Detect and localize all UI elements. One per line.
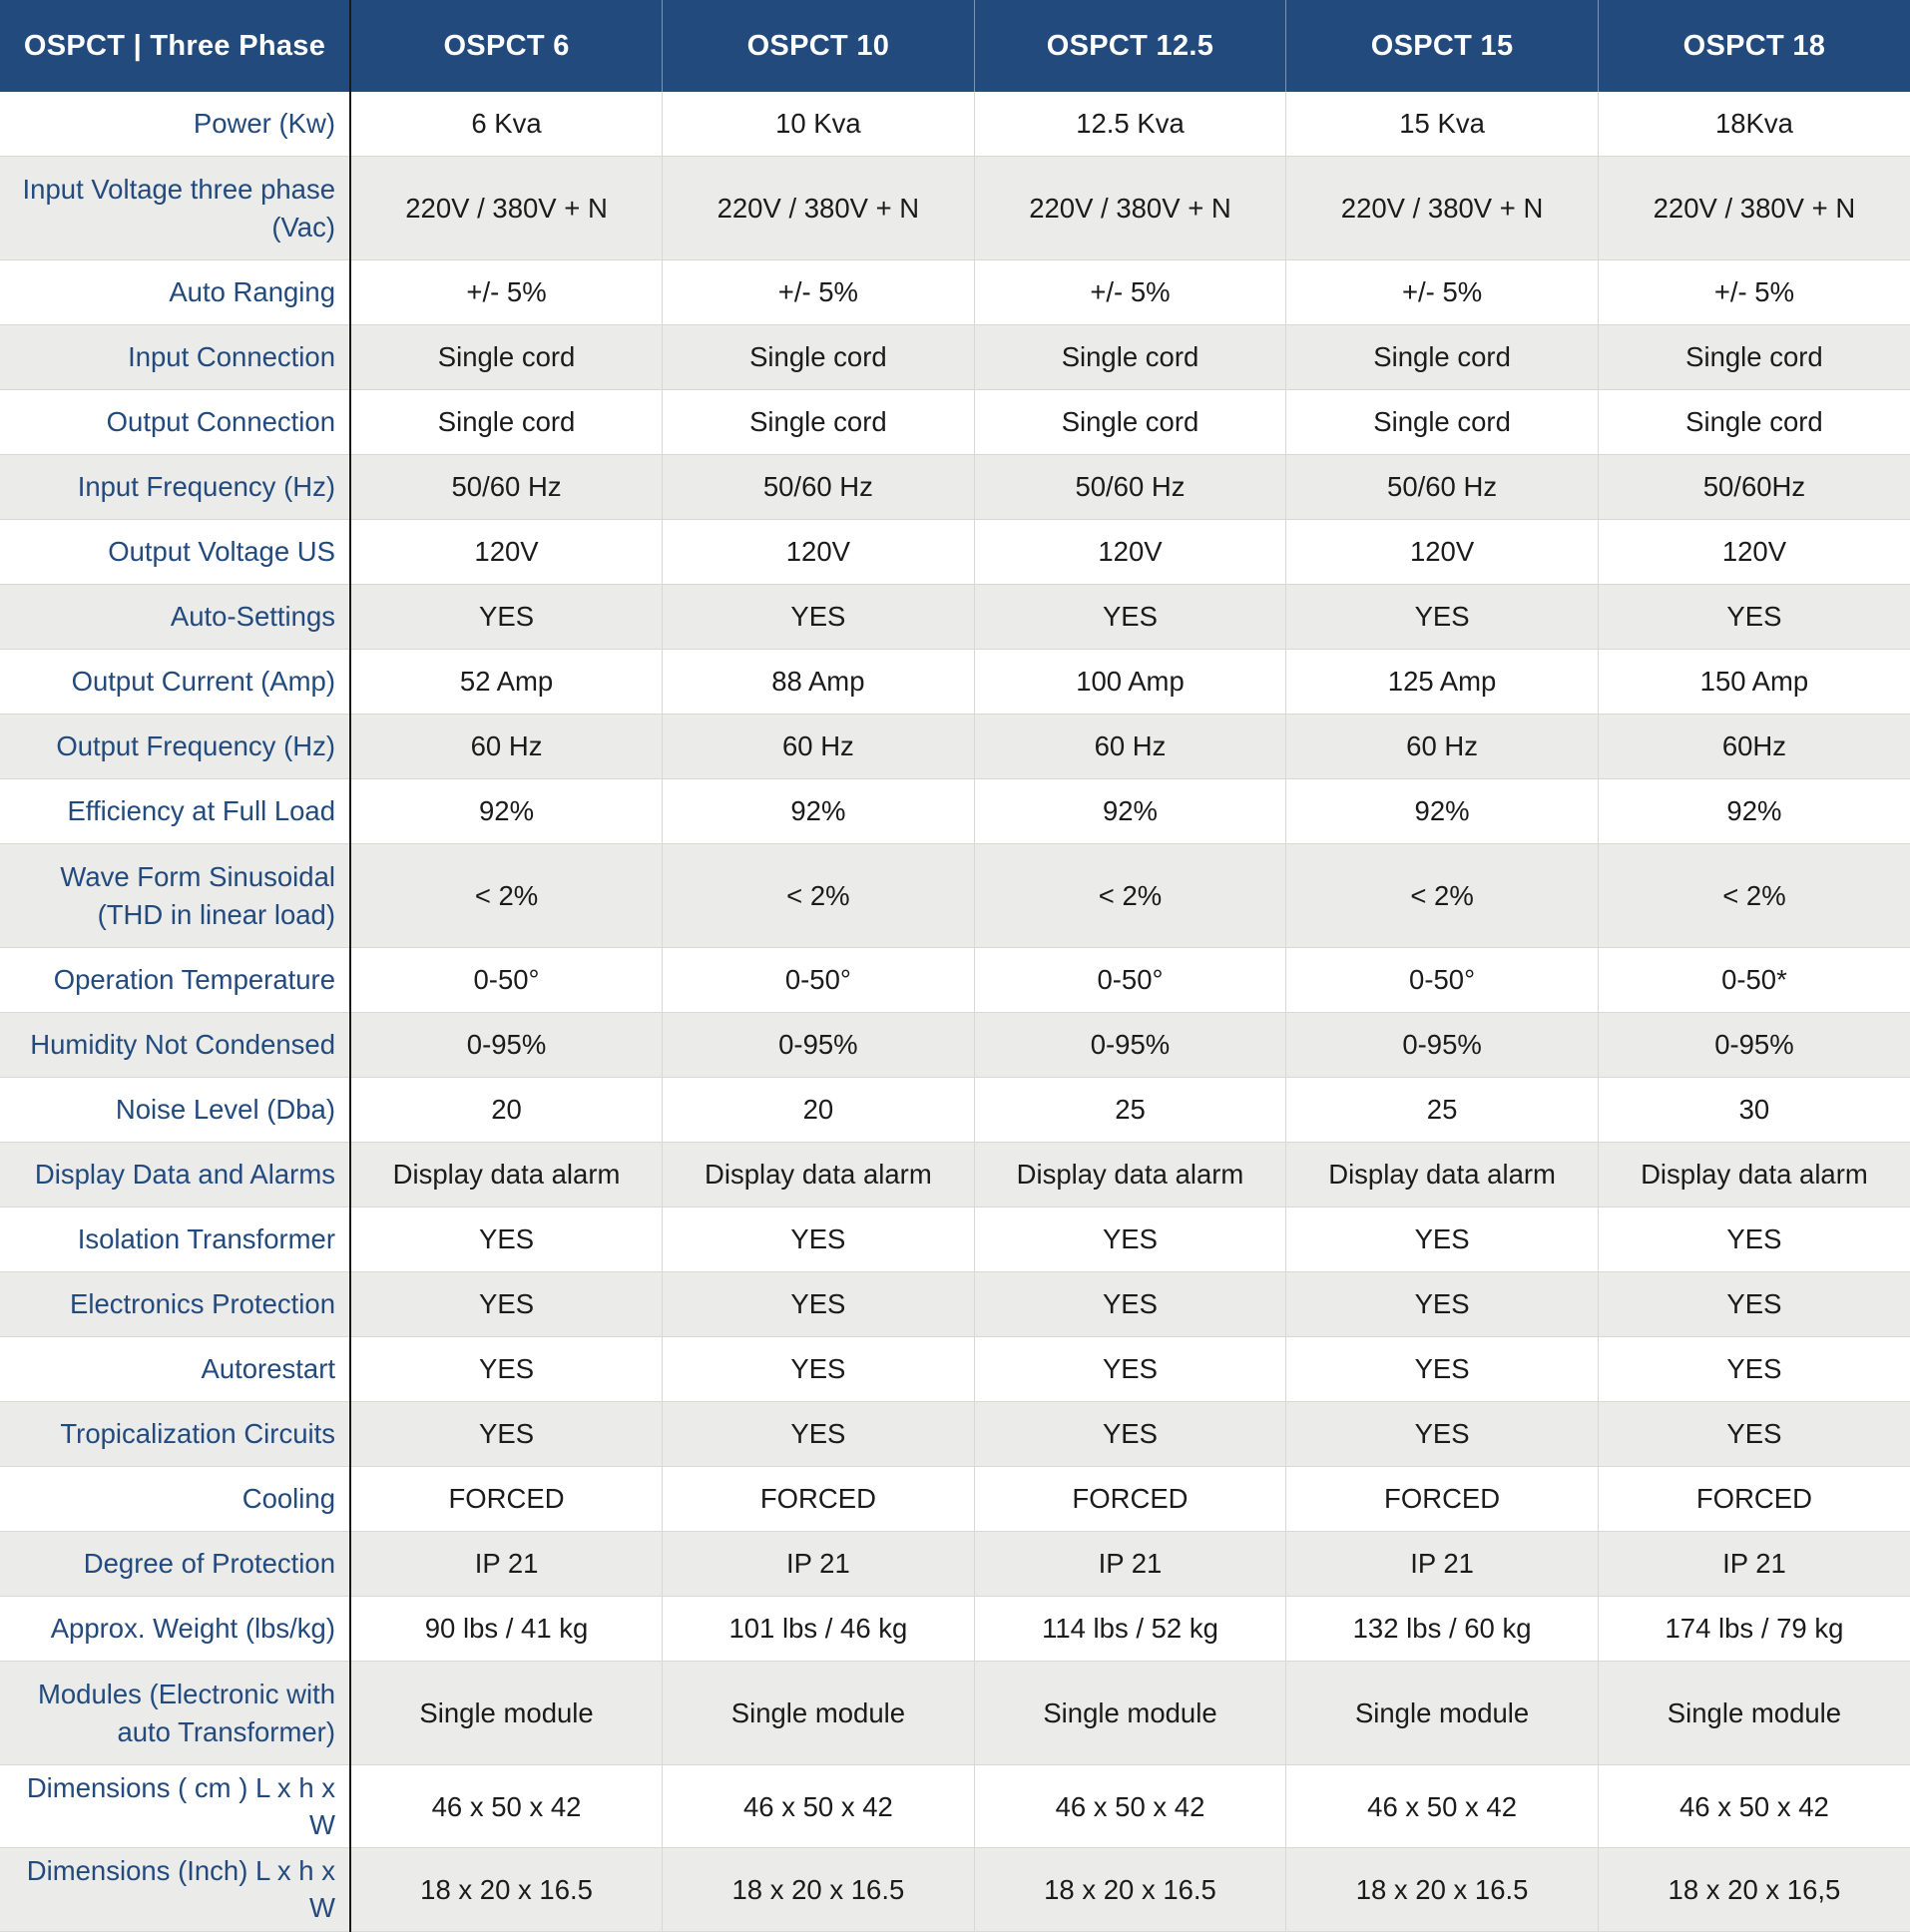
table-cell: < 2% bbox=[974, 844, 1286, 948]
table-cell: 92% bbox=[663, 779, 975, 844]
table-cell: < 2% bbox=[1598, 844, 1910, 948]
table-cell: 0-95% bbox=[1286, 1013, 1599, 1078]
table-cell: Single cord bbox=[1598, 325, 1910, 390]
table-cell: 46 x 50 x 42 bbox=[350, 1765, 663, 1848]
table-cell: 0-95% bbox=[350, 1013, 663, 1078]
table-cell: 6 Kva bbox=[350, 92, 663, 157]
table-cell: YES bbox=[974, 585, 1286, 650]
table-cell: 0-50° bbox=[663, 948, 975, 1013]
table-cell: 50/60 Hz bbox=[974, 455, 1286, 520]
table-cell: 18 x 20 x 16.5 bbox=[663, 1848, 975, 1931]
row-label: Auto Ranging bbox=[0, 260, 350, 325]
table-cell: 92% bbox=[1598, 779, 1910, 844]
row-label: Autorestart bbox=[0, 1337, 350, 1402]
row-label: Auto-Settings bbox=[0, 585, 350, 650]
table-cell: +/- 5% bbox=[663, 260, 975, 325]
row-label: Dimensions ( cm ) L x h x W bbox=[0, 1765, 350, 1848]
table-cell: 120V bbox=[1598, 520, 1910, 585]
table-cell: 15 Kva bbox=[1286, 92, 1599, 157]
row-label: Humidity Not Condensed bbox=[0, 1013, 350, 1078]
row-label: Operation Temperature bbox=[0, 948, 350, 1013]
table-cell: IP 21 bbox=[974, 1532, 1286, 1597]
table-cell: 0-95% bbox=[663, 1013, 975, 1078]
table-cell: 0-50* bbox=[1598, 948, 1910, 1013]
table-row bbox=[0, 1143, 1910, 1208]
table-cell: 120V bbox=[663, 520, 975, 585]
table-row bbox=[0, 1208, 1910, 1272]
table-cell: 0-95% bbox=[1598, 1013, 1910, 1078]
row-label: Tropicalization Circuits bbox=[0, 1402, 350, 1467]
table-row bbox=[0, 1467, 1910, 1532]
model-header: OSPCT 12.5 bbox=[974, 0, 1286, 92]
table-cell: Single cord bbox=[663, 390, 975, 455]
table-cell: YES bbox=[350, 585, 663, 650]
table-cell: +/- 5% bbox=[350, 260, 663, 325]
table-cell: YES bbox=[1286, 585, 1599, 650]
row-label: Efficiency at Full Load bbox=[0, 779, 350, 844]
table-cell: YES bbox=[1286, 1208, 1599, 1272]
table-cell: 25 bbox=[1286, 1078, 1599, 1143]
table-cell: Single cord bbox=[974, 390, 1286, 455]
table-cell: Display data alarm bbox=[1598, 1143, 1910, 1208]
row-label: Output Connection bbox=[0, 390, 350, 455]
model-header: OSPCT 10 bbox=[663, 0, 975, 92]
table-cell: YES bbox=[350, 1402, 663, 1467]
table-cell: 18 x 20 x 16.5 bbox=[350, 1848, 663, 1931]
table-cell: YES bbox=[663, 1272, 975, 1337]
table-cell: 120V bbox=[974, 520, 1286, 585]
model-header: OSPCT 15 bbox=[1286, 0, 1599, 92]
table-cell: 220V / 380V + N bbox=[974, 157, 1286, 260]
table-cell: FORCED bbox=[350, 1467, 663, 1532]
row-label: Wave Form Sinusoidal (THD in linear load) bbox=[0, 844, 350, 948]
table-cell: IP 21 bbox=[350, 1532, 663, 1597]
table-cell: YES bbox=[974, 1272, 1286, 1337]
table-cell: IP 21 bbox=[663, 1532, 975, 1597]
row-label: Noise Level (Dba) bbox=[0, 1078, 350, 1143]
table-row bbox=[0, 1337, 1910, 1402]
row-label: Electronics Protection bbox=[0, 1272, 350, 1337]
table-cell: YES bbox=[1286, 1272, 1599, 1337]
table-cell: YES bbox=[663, 1208, 975, 1272]
row-label: Dimensions (Inch) L x h x W bbox=[0, 1848, 350, 1931]
table-cell: 50/60 Hz bbox=[1286, 455, 1599, 520]
table-cell: 0-50° bbox=[1286, 948, 1599, 1013]
header-row bbox=[0, 0, 1910, 92]
table-cell: 50/60Hz bbox=[1598, 455, 1910, 520]
table-row bbox=[0, 844, 1910, 948]
table-cell: Single cord bbox=[663, 325, 975, 390]
table-cell: Single cord bbox=[1286, 390, 1599, 455]
table-cell: YES bbox=[1286, 1337, 1599, 1402]
table-cell: 0-50° bbox=[974, 948, 1286, 1013]
table-cell: 18 x 20 x 16.5 bbox=[1286, 1848, 1599, 1931]
row-label: Input Connection bbox=[0, 325, 350, 390]
table-cell: YES bbox=[663, 1402, 975, 1467]
table-title: OSPCT | Three Phase bbox=[0, 0, 350, 92]
table-cell: 114 lbs / 52 kg bbox=[974, 1597, 1286, 1662]
table-cell: YES bbox=[1598, 1337, 1910, 1402]
table-cell: Single cord bbox=[1286, 325, 1599, 390]
table-row bbox=[0, 390, 1910, 455]
table-cell: 50/60 Hz bbox=[350, 455, 663, 520]
table-cell: 46 x 50 x 42 bbox=[1598, 1765, 1910, 1848]
table-cell: FORCED bbox=[663, 1467, 975, 1532]
table-cell: Single cord bbox=[1598, 390, 1910, 455]
table-row bbox=[0, 1662, 1910, 1765]
table-cell: YES bbox=[1598, 1208, 1910, 1272]
table-row bbox=[0, 779, 1910, 844]
table-cell: YES bbox=[1598, 1402, 1910, 1467]
table-cell: Single cord bbox=[974, 325, 1286, 390]
table-row bbox=[0, 715, 1910, 779]
table-cell: Single cord bbox=[350, 325, 663, 390]
table-cell: YES bbox=[663, 1337, 975, 1402]
table-cell: YES bbox=[663, 585, 975, 650]
table-row bbox=[0, 1272, 1910, 1337]
table-cell: YES bbox=[974, 1208, 1286, 1272]
table-cell: YES bbox=[350, 1208, 663, 1272]
table-cell: 18Kva bbox=[1598, 92, 1910, 157]
row-label: Output Voltage US bbox=[0, 520, 350, 585]
table-cell: 92% bbox=[1286, 779, 1599, 844]
row-label: Isolation Transformer bbox=[0, 1208, 350, 1272]
table-cell: +/- 5% bbox=[974, 260, 1286, 325]
table-cell: 100 Amp bbox=[974, 650, 1286, 715]
table-cell: Display data alarm bbox=[974, 1143, 1286, 1208]
table-cell: 18 x 20 x 16,5 bbox=[1598, 1848, 1910, 1931]
table-cell: Single cord bbox=[350, 390, 663, 455]
row-label: Input Voltage three phase (Vac) bbox=[0, 157, 350, 260]
table-row bbox=[0, 1532, 1910, 1597]
table-row bbox=[0, 585, 1910, 650]
table-cell: 174 lbs / 79 kg bbox=[1598, 1597, 1910, 1662]
table-cell: 0-50° bbox=[350, 948, 663, 1013]
table-cell: +/- 5% bbox=[1598, 260, 1910, 325]
table-cell: 10 Kva bbox=[663, 92, 975, 157]
table-cell: 60 Hz bbox=[663, 715, 975, 779]
table-cell: 88 Amp bbox=[663, 650, 975, 715]
table-cell: IP 21 bbox=[1598, 1532, 1910, 1597]
table-cell: +/- 5% bbox=[1286, 260, 1599, 325]
table-cell: Display data alarm bbox=[350, 1143, 663, 1208]
table-cell: 60 Hz bbox=[1286, 715, 1599, 779]
table-cell: 92% bbox=[350, 779, 663, 844]
table-body bbox=[0, 92, 1910, 1931]
table-cell: 52 Amp bbox=[350, 650, 663, 715]
row-label: Cooling bbox=[0, 1467, 350, 1532]
table-cell: 46 x 50 x 42 bbox=[1286, 1765, 1599, 1848]
table-cell: 120V bbox=[1286, 520, 1599, 585]
table-cell: IP 21 bbox=[1286, 1532, 1599, 1597]
table-cell: Display data alarm bbox=[1286, 1143, 1599, 1208]
row-label: Degree of Protection bbox=[0, 1532, 350, 1597]
table-cell: 50/60 Hz bbox=[663, 455, 975, 520]
table-cell: YES bbox=[350, 1337, 663, 1402]
table-cell: Single module bbox=[663, 1662, 975, 1765]
row-label: Display Data and Alarms bbox=[0, 1143, 350, 1208]
table-cell: 25 bbox=[974, 1078, 1286, 1143]
model-header: OSPCT 6 bbox=[350, 0, 663, 92]
table-cell: 125 Amp bbox=[1286, 650, 1599, 715]
table-cell: Single module bbox=[1598, 1662, 1910, 1765]
table-cell: 92% bbox=[974, 779, 1286, 844]
table-cell: 18 x 20 x 16.5 bbox=[974, 1848, 1286, 1931]
table-cell: < 2% bbox=[1286, 844, 1599, 948]
row-label: Output Frequency (Hz) bbox=[0, 715, 350, 779]
table-cell: YES bbox=[1598, 585, 1910, 650]
table-row bbox=[0, 260, 1910, 325]
table-cell: YES bbox=[1598, 1272, 1910, 1337]
table-row bbox=[0, 1597, 1910, 1662]
table-cell: YES bbox=[350, 1272, 663, 1337]
table-cell: 220V / 380V + N bbox=[663, 157, 975, 260]
table-cell: FORCED bbox=[1598, 1467, 1910, 1532]
table-cell: 46 x 50 x 42 bbox=[663, 1765, 975, 1848]
table-row bbox=[0, 455, 1910, 520]
row-label: Power (Kw) bbox=[0, 92, 350, 157]
table-cell: 20 bbox=[663, 1078, 975, 1143]
table-cell: YES bbox=[1286, 1402, 1599, 1467]
table-cell: 20 bbox=[350, 1078, 663, 1143]
table-cell: Single module bbox=[350, 1662, 663, 1765]
table-cell: 30 bbox=[1598, 1078, 1910, 1143]
table-row bbox=[0, 157, 1910, 260]
model-header: OSPCT 18 bbox=[1598, 0, 1910, 92]
table-cell: 220V / 380V + N bbox=[350, 157, 663, 260]
table-cell: 60Hz bbox=[1598, 715, 1910, 779]
table-row bbox=[0, 325, 1910, 390]
table-cell: Display data alarm bbox=[663, 1143, 975, 1208]
table-row bbox=[0, 1848, 1910, 1931]
row-label: Approx. Weight (lbs/kg) bbox=[0, 1597, 350, 1662]
table-row bbox=[0, 650, 1910, 715]
table-cell: YES bbox=[974, 1337, 1286, 1402]
table-cell: 60 Hz bbox=[350, 715, 663, 779]
table-cell: 220V / 380V + N bbox=[1286, 157, 1599, 260]
table-row bbox=[0, 520, 1910, 585]
table-cell: 132 lbs / 60 kg bbox=[1286, 1597, 1599, 1662]
table-cell: 150 Amp bbox=[1598, 650, 1910, 715]
table-cell: FORCED bbox=[1286, 1467, 1599, 1532]
table-cell: 220V / 380V + N bbox=[1598, 157, 1910, 260]
table-cell: 60 Hz bbox=[974, 715, 1286, 779]
table-cell: 12.5 Kva bbox=[974, 92, 1286, 157]
table-cell: 101 lbs / 46 kg bbox=[663, 1597, 975, 1662]
table-row bbox=[0, 1402, 1910, 1467]
table-row bbox=[0, 948, 1910, 1013]
table-row bbox=[0, 1765, 1910, 1848]
table-row bbox=[0, 1013, 1910, 1078]
table-cell: FORCED bbox=[974, 1467, 1286, 1532]
table-cell: 46 x 50 x 42 bbox=[974, 1765, 1286, 1848]
table-cell: < 2% bbox=[663, 844, 975, 948]
table-cell: Single module bbox=[1286, 1662, 1599, 1765]
table-row bbox=[0, 1078, 1910, 1143]
table-cell: YES bbox=[974, 1402, 1286, 1467]
table-cell: 120V bbox=[350, 520, 663, 585]
table-row bbox=[0, 92, 1910, 157]
table-cell: 0-95% bbox=[974, 1013, 1286, 1078]
table-cell: Single module bbox=[974, 1662, 1286, 1765]
table-cell: < 2% bbox=[350, 844, 663, 948]
row-label: Output Current (Amp) bbox=[0, 650, 350, 715]
row-label: Input Frequency (Hz) bbox=[0, 455, 350, 520]
row-label: Modules (Electronic with auto Transformer) bbox=[0, 1662, 350, 1765]
table-cell: 90 lbs / 41 kg bbox=[350, 1597, 663, 1662]
